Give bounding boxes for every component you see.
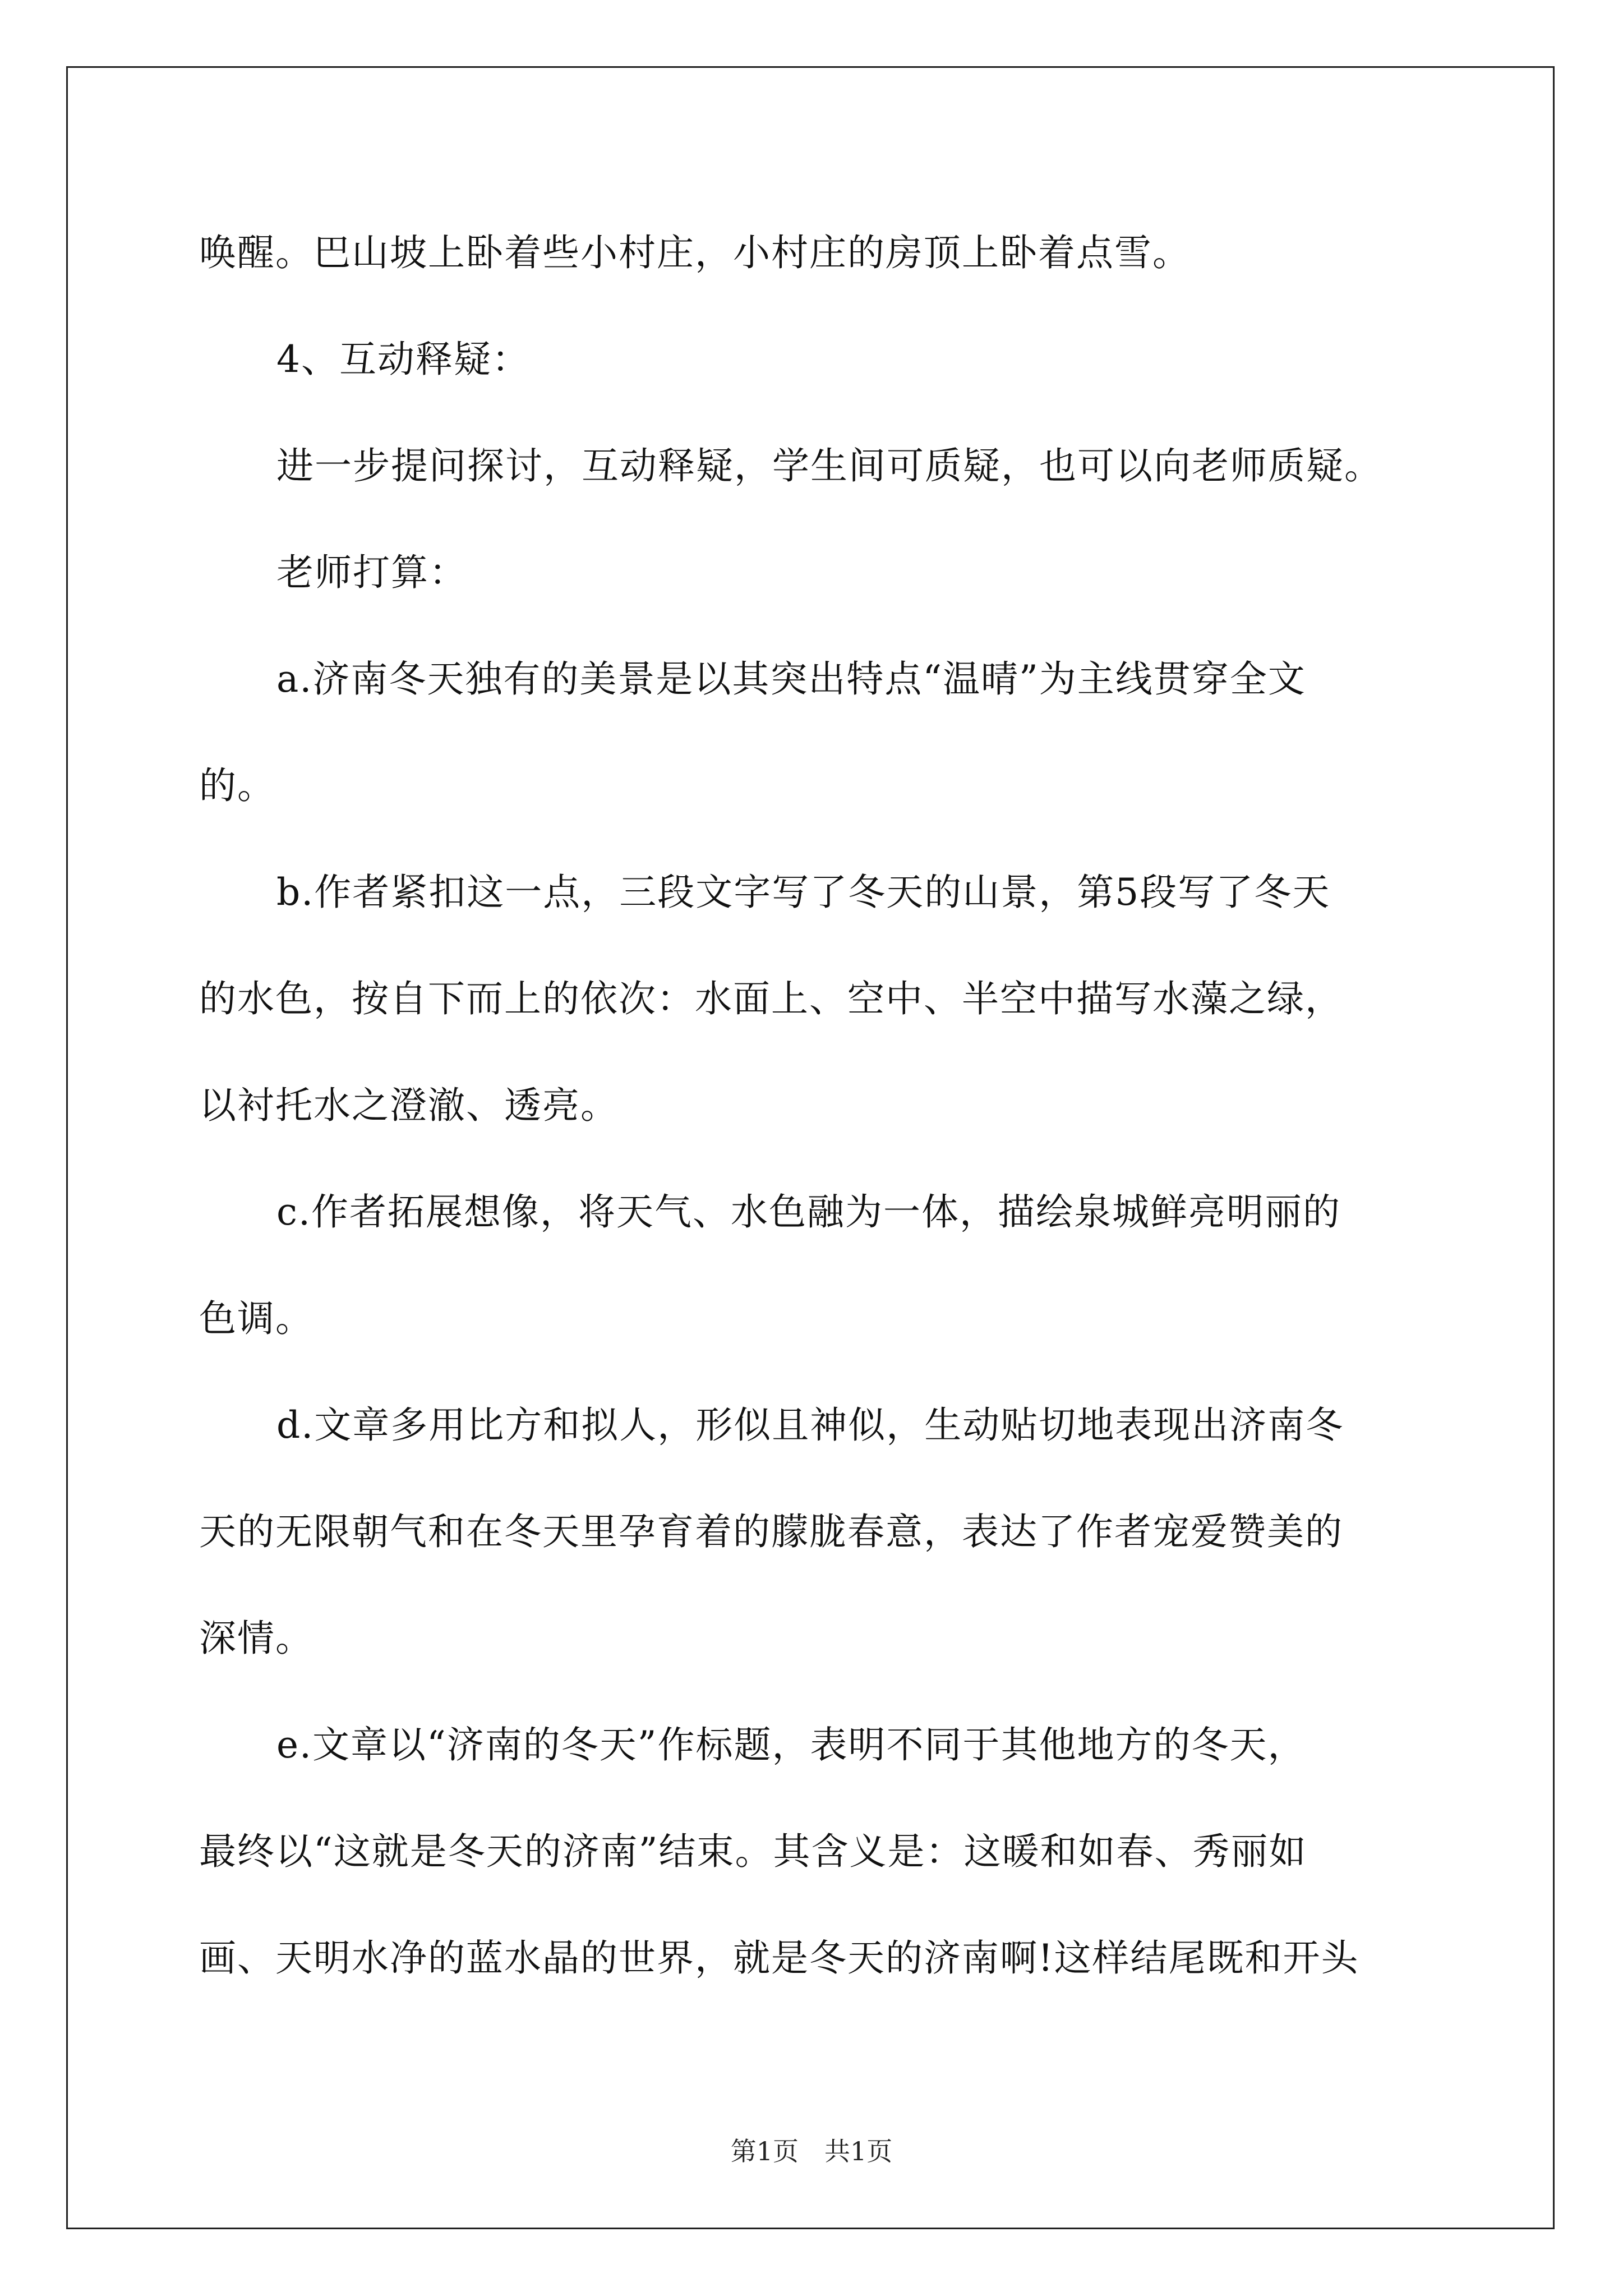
text-line: e.文章以“济南的冬天”作标题，表明不同于其他地方的冬天， [276,1723,1306,1766]
text-line: 深情。 [199,1617,313,1660]
text-line: a.济南冬天独有的美景是以其突出特点“温晴”为主线贯穿全文 [276,657,1306,701]
text-line: 画、天明水净的蓝水晶的世界，就是冬天的济南啊!这样结尾既和开头 [199,1936,1359,1980]
text-line: 4、互动释疑： [276,338,530,381]
text-line: 最终以“这就是冬天的济南”结束。其含义是：这暖和如春、秀丽如 [199,1830,1307,1873]
text-line: 以衬托水之澄澈、透亮。 [199,1084,619,1127]
text-line: d.文章多用比方和拟人，形似且神似，生动贴切地表现出济南冬 [276,1404,1344,1447]
text-line: 进一步提问探讨，互动释疑，学生间可质疑，也可以向老师质疑。 [276,444,1382,487]
text-line: 老师打算： [276,551,467,594]
text-line: 的。 [199,764,275,807]
page-number-footer: 第1页 共1页 [730,2136,893,2166]
text-line: b.作者紧扣这一点，三段文字写了冬天的山景，第5段写了冬天 [276,871,1331,914]
text-line: 色调。 [199,1297,313,1340]
text-line: c.作者拓展想像，将天气、水色融为一体，描绘泉城鲜亮明丽的 [276,1190,1341,1234]
text-line: 唤醒。巴山坡上卧着些小村庄，小村庄的房顶上卧着点雪。 [199,231,1191,274]
page-border [66,66,1555,2229]
text-line: 天的无限朝气和在冬天里孕育着的朦胧春意，表达了作者宠爱赞美的 [199,1510,1343,1553]
text-line: 的水色，按自下而上的依次：水面上、空中、半空中描写水藻之绿， [199,977,1343,1020]
